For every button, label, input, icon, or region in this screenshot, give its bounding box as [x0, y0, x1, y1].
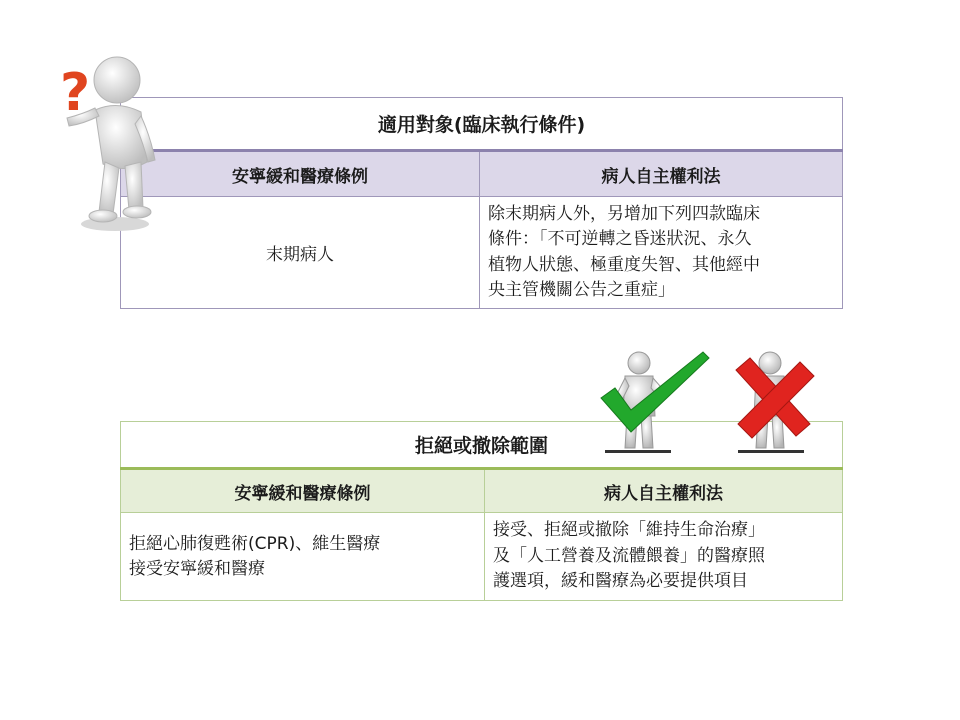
cell-text-line: 拒絕心肺復甦術(CPR)、維生醫療 — [129, 533, 381, 554]
cross-mark-figure-icon — [730, 348, 820, 458]
cell-text-line: 除末期病人外，另增加下列四款臨床 — [488, 203, 760, 224]
cell-text-line: 接受、拒絕或撤除「維持生命治療」 — [493, 520, 765, 541]
svg-text:?: ? — [60, 63, 91, 123]
eligibility-table — [120, 97, 843, 309]
column-header-patient-autonomy-act: 病人自主權利法 — [485, 469, 843, 513]
question-mark-figure-icon — [55, 52, 165, 237]
check-mark-figure-icon — [595, 348, 715, 458]
cell-text-line: 植物人狀態、極重度失智、其他經中 — [488, 254, 760, 275]
column-header-patient-autonomy-act: 病人自主權利法 — [480, 151, 843, 197]
eligibility-table-title: 適用對象(臨床執行條件) — [121, 98, 843, 151]
cell-text-line: 條件：「不可逆轉之昏迷狀況、永久 — [488, 229, 752, 249]
cell-text-line: 及「人工營養及流體餵養」的醫療照 — [493, 545, 765, 566]
patient-autonomy-eligibility-cell — [480, 197, 843, 309]
patient-autonomy-scope-cell — [485, 513, 843, 601]
cell-text-line: 護選項，緩和醫療為必要提供項目 — [493, 571, 748, 592]
cell-text-line: 接受安寧緩和醫療 — [129, 558, 265, 579]
column-header-hospice-act: 安寧緩和醫療條例 — [121, 151, 480, 197]
hospice-act-eligibility-cell: 末期病人 — [121, 197, 480, 309]
cell-text-line: 央主管機關公告之重症」 — [488, 280, 675, 300]
column-header-hospice-act: 安寧緩和醫療條例 — [121, 469, 485, 513]
scope-table-title: 拒絕或撤除範圍 — [121, 422, 843, 469]
hospice-act-scope-cell — [121, 513, 485, 601]
